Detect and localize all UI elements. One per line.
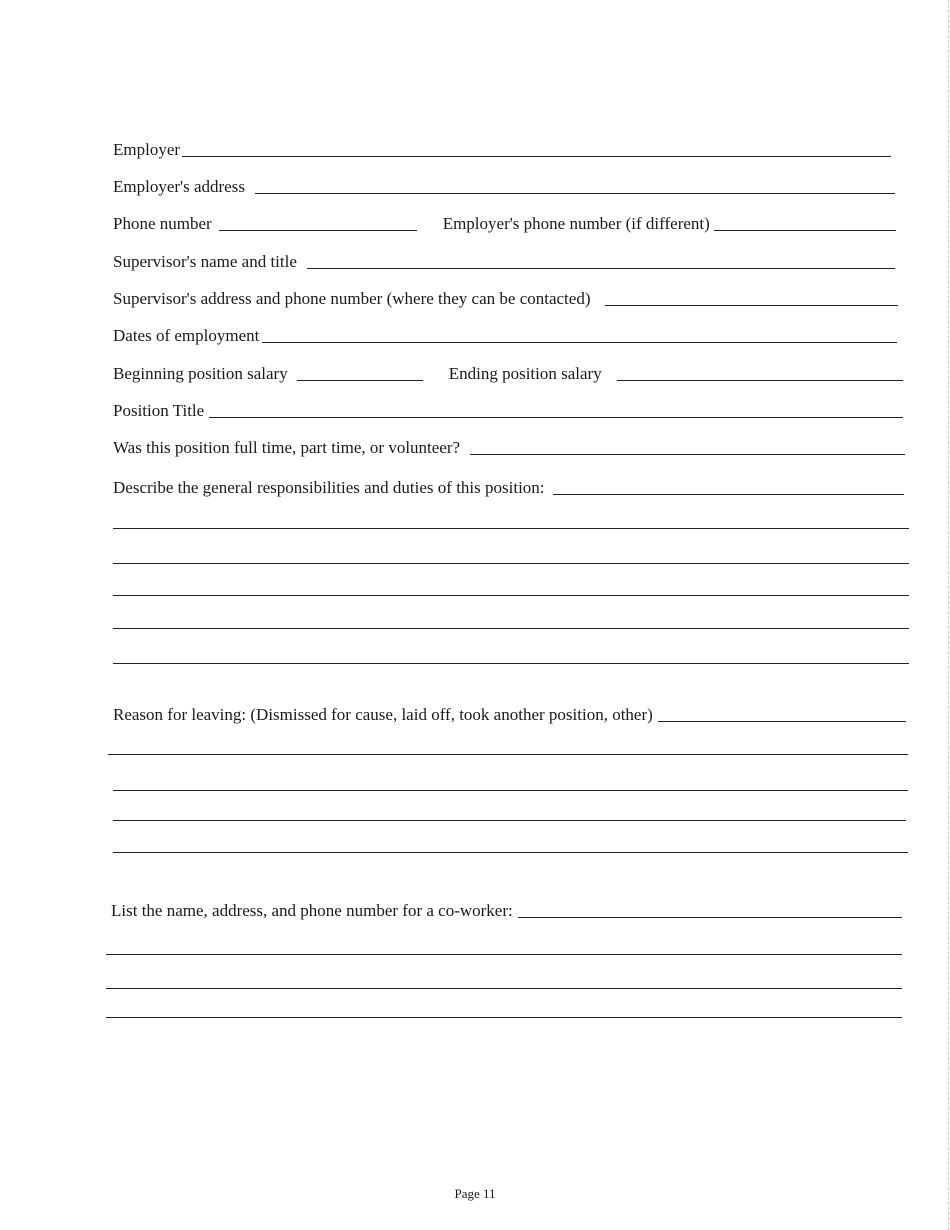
coworker-line[interactable]: [106, 988, 902, 989]
responsibilities-row: [113, 478, 904, 498]
reason-leaving-field[interactable]: [658, 721, 906, 722]
coworker-field[interactable]: [518, 917, 902, 918]
phone-number-label: Phone number: [113, 214, 212, 233]
coworker-line[interactable]: [106, 1017, 902, 1018]
responsibilities-line[interactable]: [113, 663, 909, 664]
position-type-field[interactable]: [470, 454, 905, 455]
reason-leaving-row: [113, 705, 906, 725]
coworker-line[interactable]: [106, 954, 902, 955]
responsibilities-label: Describe the general responsibilities and duties of this position:: [113, 478, 545, 497]
salary-row: [113, 364, 903, 384]
dates-row: [113, 326, 897, 346]
position-title-label: Position Title: [113, 401, 205, 420]
reason-leaving-line[interactable]: [113, 820, 906, 821]
responsibilities-line[interactable]: [113, 528, 909, 529]
responsibilities-line[interactable]: [113, 628, 909, 629]
responsibilities-line[interactable]: [113, 595, 909, 596]
employer-label: Employer: [113, 140, 181, 159]
employer-phone-field[interactable]: [714, 230, 896, 231]
reason-leaving-line[interactable]: [113, 790, 908, 791]
employer-phone-label: Employer's phone number (if different): [442, 214, 710, 233]
supervisor-name-label: Supervisor's name and title: [113, 252, 297, 271]
responsibilities-field[interactable]: [553, 494, 904, 495]
reason-leaving-line[interactable]: [108, 754, 908, 755]
employer-field[interactable]: [182, 156, 891, 157]
position-title-row: [113, 401, 903, 421]
phone-number-field[interactable]: [219, 230, 417, 231]
dates-label: Dates of employment: [113, 326, 260, 345]
coworker-label: List the name, address, and phone number for a co-worker:: [111, 901, 513, 920]
supervisor-contact-field[interactable]: [605, 305, 898, 306]
employer-address-row: [113, 177, 895, 197]
responsibilities-line[interactable]: [113, 563, 909, 564]
position-type-label: Was this position full time, part time, or volunteer?: [113, 438, 461, 457]
supervisor-name-field[interactable]: [307, 268, 895, 269]
employer-address-field[interactable]: [255, 193, 895, 194]
beginning-salary-field[interactable]: [297, 380, 423, 381]
supervisor-name-row: [113, 252, 895, 272]
ending-salary-label: Ending position salary: [448, 364, 602, 383]
supervisor-contact-label: Supervisor's address and phone number (where they can be contacted): [113, 289, 591, 308]
supervisor-contact-row: [113, 289, 898, 309]
dates-field[interactable]: [262, 342, 897, 343]
coworker-row: [111, 901, 902, 921]
page-edge: [948, 0, 949, 1230]
reason-leaving-line[interactable]: [113, 852, 908, 853]
phone-row: [113, 214, 896, 234]
employer-row: [113, 140, 891, 160]
position-title-field[interactable]: [209, 417, 903, 418]
beginning-salary-label: Beginning position salary: [113, 364, 288, 383]
page-number: Page 11: [454, 1186, 496, 1201]
ending-salary-field[interactable]: [617, 380, 903, 381]
reason-leaving-label: Reason for leaving: (Dismissed for cause, laid off, took another position, other): [113, 705, 653, 724]
position-type-row: [113, 438, 905, 458]
employer-address-label: Employer's address: [113, 177, 245, 196]
